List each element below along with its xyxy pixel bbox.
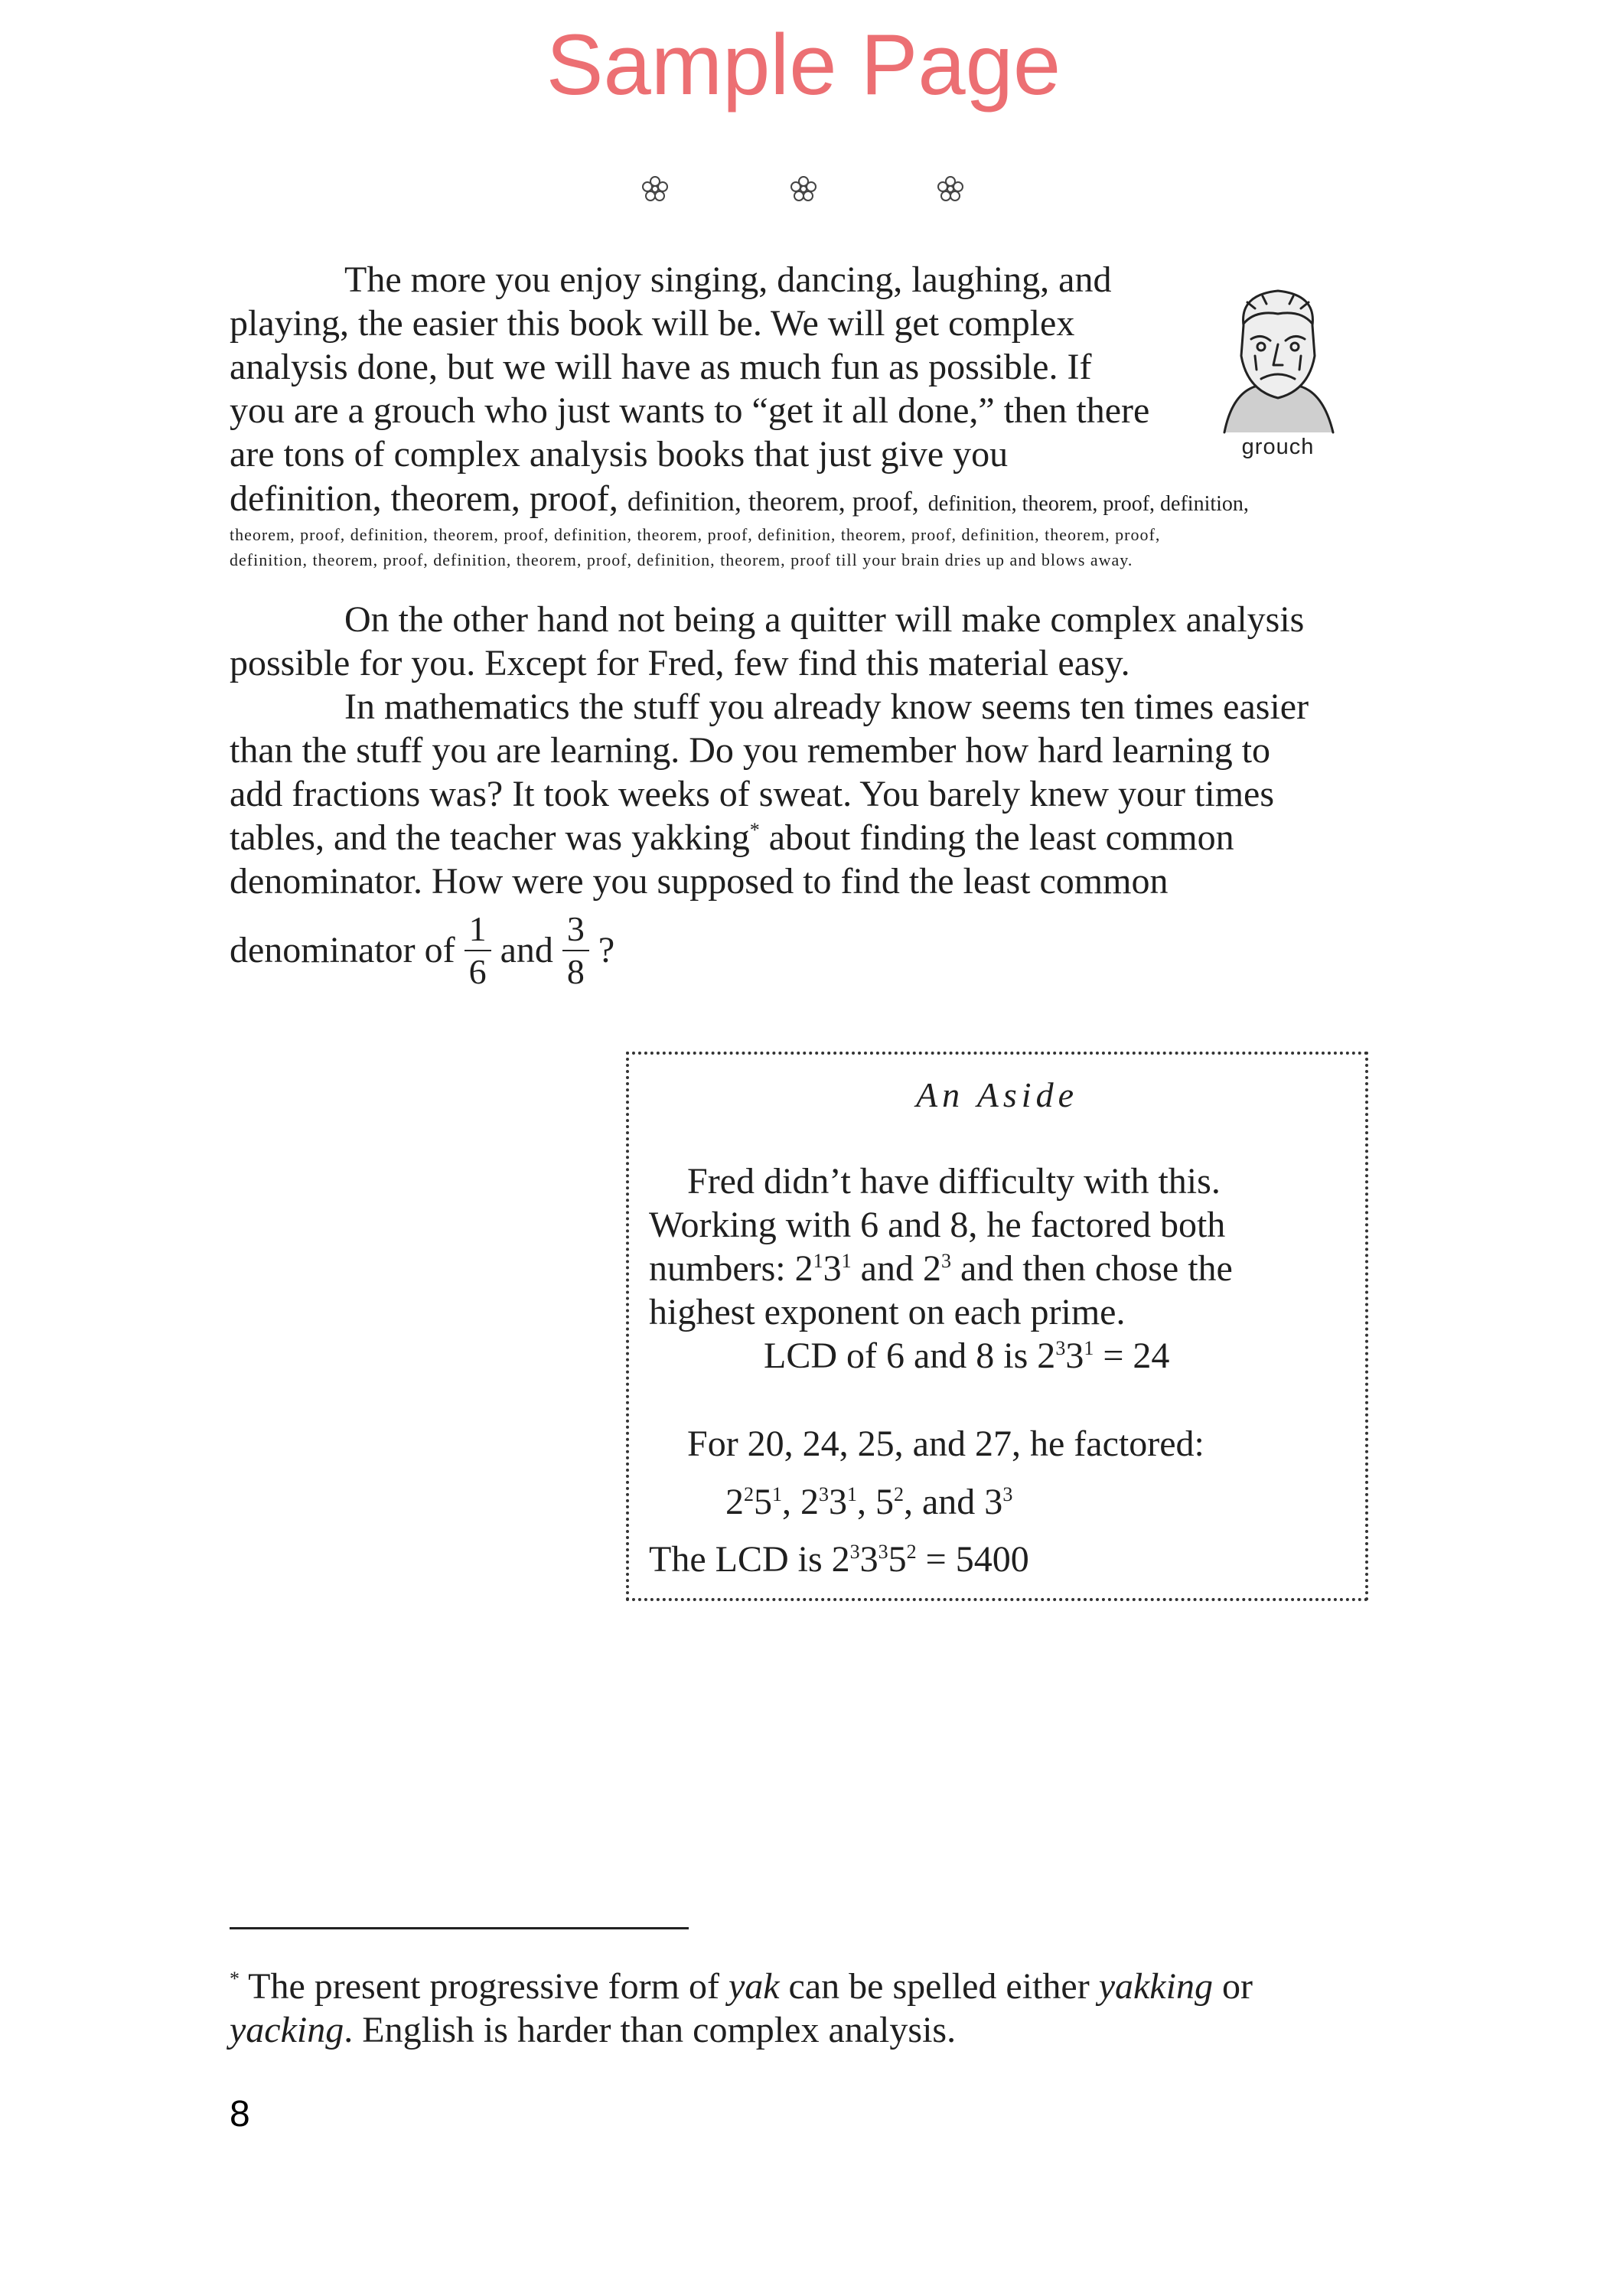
aside-line5 [764, 1335, 1169, 1378]
para1-line7: theorem, proof, definition, theorem, proof, definition, theorem, proof, definition, theorem, proof, definition, theorem, proof, [230, 525, 1161, 544]
para3-line6-start: denominator of [230, 930, 455, 971]
aside-line7 [725, 1481, 1012, 1524]
para3-line5: denominator. How were you supposed to find the least common [230, 861, 1169, 902]
aside-text: , and 3 [904, 1482, 1003, 1522]
footnote-italic-word: yak [728, 1966, 780, 2007]
para1-line6-small: definition, theorem, proof, definition, [927, 492, 1249, 516]
aside-text: , 5 [857, 1482, 894, 1522]
para3-line2: than the stuff you are learning. Do you remember how hard learning to [230, 730, 1271, 771]
para3-line4-start: tables, and the teacher was yakking [230, 817, 750, 858]
para1-line2: playing, the easier this book will be. We will get complex [230, 303, 1075, 344]
footnote-text: can be spelled either [779, 1966, 1099, 2007]
footnote-marker[interactable]: * [749, 819, 760, 841]
footnote-italic-word: yakking [1098, 1966, 1213, 2007]
exponent: 2 [894, 1483, 904, 1505]
aside-text: and 2 [851, 1248, 941, 1289]
aside-text: = 24 [1094, 1336, 1170, 1376]
exponent: 1 [841, 1250, 852, 1272]
aside-text: 5 [754, 1482, 772, 1522]
aside-text: LCD of 6 and 8 is 2 [764, 1336, 1056, 1376]
rosette-icon [789, 174, 818, 204]
para2-line1: On the other hand not being a quitter will make complex analysis [344, 599, 1305, 640]
sample-page-watermark: Sample Page [546, 17, 1061, 113]
aside-line2: Working with 6 and 8, he factored both [649, 1205, 1226, 1245]
para3-line3: add fractions was? It took weeks of sweat. You barely knew your times [230, 774, 1275, 814]
footnote-italic-word: yacking [230, 2010, 344, 2050]
aside-text: 3 [823, 1248, 842, 1289]
exponent: 1 [1084, 1337, 1094, 1359]
para3-line4 [230, 817, 1234, 859]
para3-line6-and: and [500, 930, 553, 971]
aside-title: An Aside [916, 1075, 1078, 1114]
footnote-line1 [230, 1965, 1253, 2008]
fraction-denominator: 8 [566, 952, 585, 991]
para1-line1: The more you enjoy singing, dancing, laughing, and [344, 259, 1112, 300]
aside-line4: highest exponent on each prime. [649, 1292, 1126, 1332]
fraction-numerator: 3 [562, 912, 589, 951]
aside-text: 3 [829, 1482, 847, 1522]
exponent: 2 [744, 1483, 754, 1505]
aside-text: The LCD is 2 [649, 1539, 850, 1580]
exponent: 3 [940, 1250, 951, 1272]
para2-line2: possible for you. Except for Fred, few find this material easy. [230, 643, 1130, 683]
aside-line6: For 20, 24, 25, and 27, he factored: [687, 1424, 1204, 1464]
fraction-one-sixth [464, 909, 491, 991]
para1-line6 [230, 478, 1249, 526]
aside-text: numbers: 2 [649, 1248, 813, 1289]
exponent: 3 [1002, 1483, 1013, 1505]
footnote-text: or [1212, 1966, 1253, 2007]
fraction-numerator: 1 [464, 912, 491, 951]
fraction-denominator: 6 [468, 952, 487, 991]
exponent: 3 [819, 1483, 829, 1505]
aside-line8 [649, 1538, 1029, 1581]
para3-line6 [230, 909, 615, 993]
aside-text: 3 [859, 1539, 878, 1580]
rosette-icon [641, 174, 670, 204]
aside-text: = 5400 [916, 1539, 1029, 1580]
exponent: 1 [847, 1483, 857, 1505]
aside-text: 5 [888, 1539, 907, 1580]
exponent: 3 [878, 1541, 888, 1563]
exponent: 3 [1055, 1337, 1066, 1359]
footnote-divider [230, 1927, 689, 1929]
para3-line6-question: ? [598, 930, 615, 971]
fraction-three-eighths [562, 909, 589, 991]
section-ornaments [0, 174, 1607, 205]
page-number: 8 [230, 2094, 250, 2135]
aside-box [626, 1052, 1368, 1601]
para3-line1: In mathematics the stuff you already know seems ten times easier [344, 687, 1309, 727]
para1-line6-large: definition, theorem, proof, [230, 478, 618, 519]
aside-line3 [649, 1247, 1233, 1290]
para1-line3: analysis done, but we will have as much fun as possible. If [230, 347, 1092, 387]
exponent: 3 [849, 1541, 860, 1563]
exponent: 2 [906, 1541, 917, 1563]
aside-text: , 2 [782, 1482, 819, 1522]
para1-line8: definition, theorem, proof, definition, theorem, proof, definition, theorem, proof till your brain dries up and blows away. [230, 550, 1133, 569]
aside-text: 3 [1065, 1336, 1084, 1376]
rosette-icon [936, 174, 965, 204]
footnote-line2 [230, 2009, 956, 2052]
para3-line4-end: about finding the least common [759, 817, 1234, 858]
exponent: 1 [772, 1483, 782, 1505]
aside-text: and then chose the [950, 1248, 1233, 1289]
footnote-star: * [230, 1968, 240, 1990]
aside-line1: Fred didn’t have difficulty with this. [687, 1161, 1221, 1202]
exponent: 1 [813, 1250, 823, 1272]
aside-text: 2 [725, 1482, 744, 1522]
footnote-text: The present progressive form of [240, 1966, 729, 2007]
grouch-caption: grouch [1241, 435, 1315, 459]
footnote-text: . English is harder than complex analysis. [344, 2010, 957, 2050]
para1-line5: are tons of complex analysis books that just give you [230, 434, 1009, 475]
para1-line4: you are a grouch who just wants to “get it all done,” then there [230, 390, 1150, 431]
para1-line6-medium: definition, theorem, proof, [627, 486, 919, 517]
